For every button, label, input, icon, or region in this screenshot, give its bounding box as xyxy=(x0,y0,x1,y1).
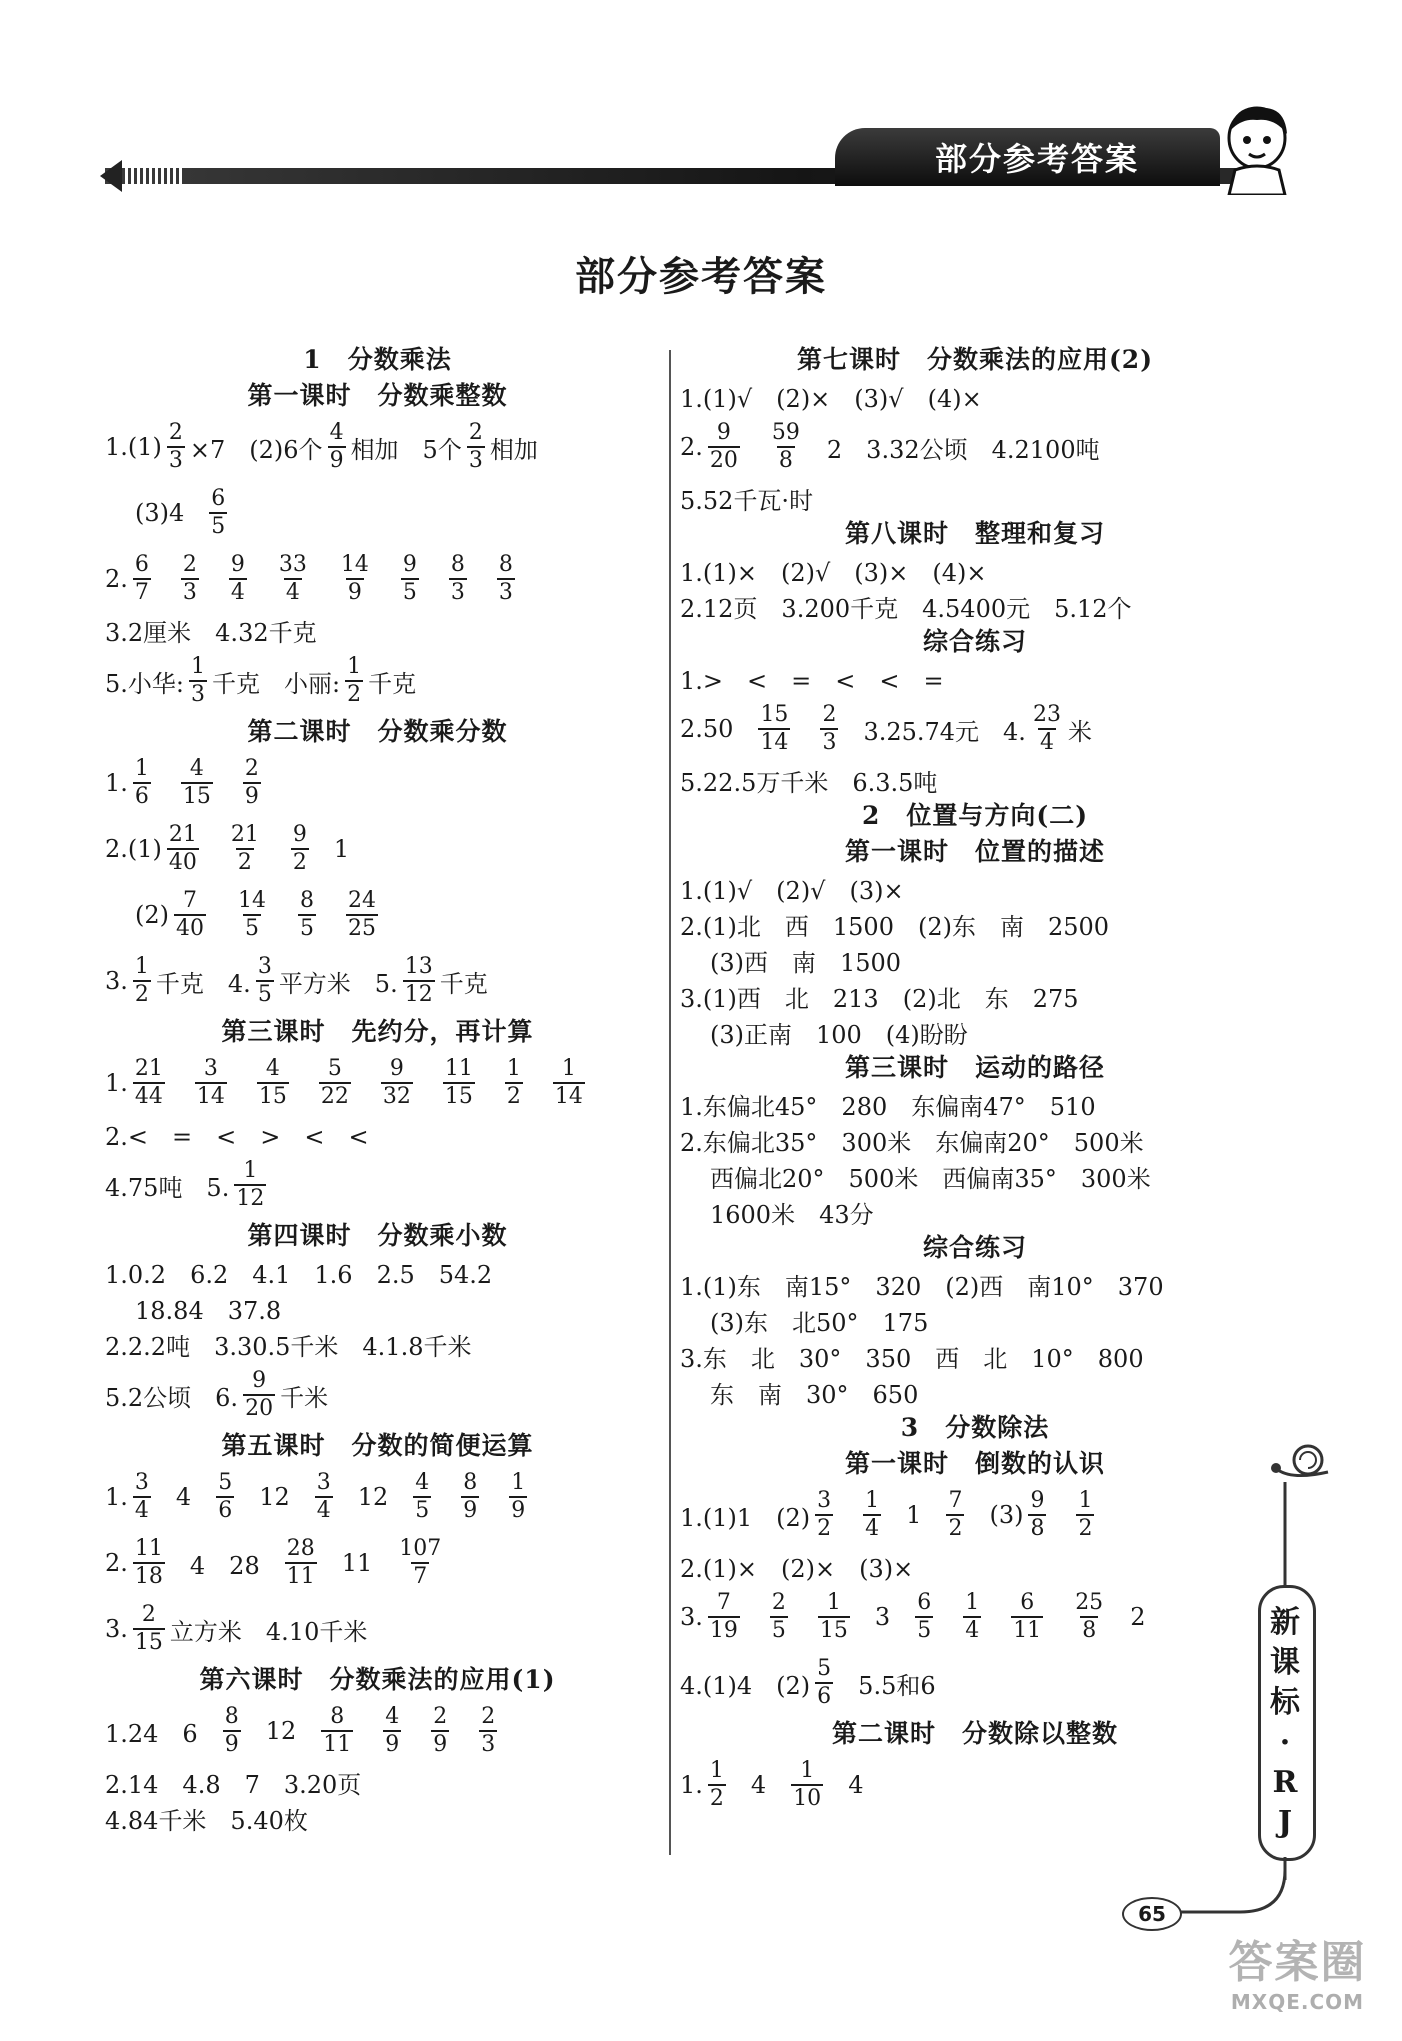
fraction: $\frac{2}{3}$ xyxy=(481,1704,496,1757)
fraction: $\frac{9}{5}$ xyxy=(402,552,417,605)
lesson-heading: 第三课时 先约分，再计算 xyxy=(221,1017,534,1046)
fraction: $\frac{1}{9}$ xyxy=(511,1470,526,1523)
unit-heading: 2 位置与方向(二) xyxy=(861,801,1089,830)
fraction: $\frac{3}{2}$ xyxy=(817,1488,832,1541)
answer-line: 4.(1)4 (2) $\frac{5}{6}$ 5.5和6 xyxy=(680,1656,936,1709)
fraction: $\frac{4}{15}$ xyxy=(182,756,211,809)
edition-tag: 新 课 标 · R J xyxy=(1258,1585,1316,1861)
answer-line: (3)东 北50° 175 xyxy=(710,1308,929,1337)
answer-line: 2.(1) $\frac{21}{40}$ $\frac{21}{2}$ $\frac{9}{2}$ 1 xyxy=(105,822,350,875)
fraction: $\frac{4}{9}$ xyxy=(385,1704,400,1757)
fraction: $\frac{1}{15}$ xyxy=(819,1590,848,1643)
answer-line: 3.2厘米 4.32千克 xyxy=(105,618,317,647)
unit-heading: 3 分数除法 xyxy=(900,1413,1050,1442)
answer-line: 3. $\frac{7}{19}$ $\frac{2}{5}$ $\frac{1}{15}$ 3 $\frac{6}{5}$ $\frac{1}{4}$ $\frac{6}{11}$ $\frac{25}{8}$ 2 xyxy=(680,1590,1146,1643)
fraction: $\frac{1}{2}$ xyxy=(1078,1488,1093,1541)
fraction: $\frac{9}{32}$ xyxy=(382,1056,411,1109)
fraction: $\frac{33}{4}$ xyxy=(278,552,307,605)
fraction: $\frac{8}{11}$ xyxy=(323,1704,352,1757)
answer-line: 2.14 4.8 7 3.20页 xyxy=(105,1770,362,1799)
fraction: $\frac{9}{8}$ xyxy=(1030,1488,1045,1541)
answer-line: (3)正南 100 (4)盼盼 xyxy=(710,1020,968,1049)
answer-line: 3. $\frac{2}{15}$ 立方米 4.10千米 xyxy=(105,1602,368,1655)
arrow-left-icon xyxy=(100,160,122,192)
answer-line: 1. $\frac{1}{6}$ $\frac{4}{15}$ $\frac{2}{9}$ xyxy=(105,756,259,809)
lesson-heading: 第二课时 分数乘分数 xyxy=(247,717,508,746)
lesson-heading: 第八课时 整理和复习 xyxy=(844,519,1105,548)
answer-line: 2.50 $\frac{15}{14}$ $\frac{2}{3}$ 3.25.74元 4. $\frac{23}{4}$ 米 xyxy=(680,702,1092,755)
fraction: $\frac{23}{4}$ xyxy=(1032,702,1061,755)
fraction: $\frac{6}{5}$ xyxy=(917,1590,932,1643)
left-column xyxy=(105,342,650,1836)
fraction: $\frac{8}{9}$ xyxy=(463,1470,478,1523)
fraction: $\frac{5}{6}$ xyxy=(817,1656,832,1709)
answer-line: 1.东偏北45° 280 东偏南47° 510 xyxy=(680,1092,1096,1121)
fraction: $\frac{2}{5}$ xyxy=(771,1590,786,1643)
fraction: $\frac{2}{3}$ xyxy=(822,702,837,755)
answer-line: 1.(1)√ (2)× (3)√ (4)× xyxy=(680,384,982,413)
fraction: $\frac{24}{25}$ xyxy=(348,888,376,941)
fraction: $\frac{3}{4}$ xyxy=(316,1470,331,1523)
answer-line: 5.52千瓦·时 xyxy=(680,486,814,515)
fraction: $\frac{1}{10}$ xyxy=(793,1758,822,1811)
lesson-heading: 综合练习 xyxy=(922,1233,1027,1262)
fraction: $\frac{2}{9}$ xyxy=(433,1704,448,1757)
fraction: $\frac{14}{9}$ xyxy=(340,552,369,605)
fraction: $\frac{15}{14}$ xyxy=(760,702,789,755)
fraction: $\frac{1}{2}$ xyxy=(506,1056,521,1109)
fraction: $\frac{2}{3}$ xyxy=(182,552,197,605)
lesson-heading: 第一课时 位置的描述 xyxy=(844,837,1105,866)
lesson-heading: 第七课时 分数乘法的应用(2) xyxy=(796,345,1154,374)
fraction: $\frac{14}{5}$ xyxy=(238,888,266,941)
fraction: $\frac{9}{2}$ xyxy=(292,822,307,875)
answer-line: 1.0.2 6.2 4.1 1.6 2.5 54.2 xyxy=(105,1260,493,1289)
answer-line: (3)西 南 1500 xyxy=(710,948,902,977)
fraction: $\frac{59}{8}$ xyxy=(771,420,800,473)
fraction: $\frac{2}{15}$ xyxy=(134,1602,163,1655)
lesson-heading: 第一课时 倒数的认识 xyxy=(844,1449,1105,1478)
answer-line: 1.(1)1 (2) $\frac{3}{2}$ $\frac{1}{4}$ 1 $\frac{7}{2}$ (3) $\frac{9}{8}$ $\frac{1}{2}$ xyxy=(680,1488,1093,1541)
answer-line: 2.东偏北35° 300米 东偏南20° 500米 xyxy=(680,1128,1144,1157)
answer-line: 1600米 43分 xyxy=(710,1200,874,1229)
lesson-heading: 综合练习 xyxy=(922,627,1027,656)
answer-line: 3.东 北 30° 350 西 北 10° 800 xyxy=(680,1344,1144,1373)
fraction: $\frac{1}{12}$ xyxy=(236,1158,265,1211)
fraction: $\frac{8}{3}$ xyxy=(450,552,465,605)
answer-line: 2.2.2吨 3.30.5千米 4.1.8千米 xyxy=(105,1332,472,1361)
fraction: $\frac{21}{40}$ xyxy=(168,822,197,875)
vine-line-icon xyxy=(1180,1870,1300,1930)
fraction: $\frac{1}{2}$ xyxy=(134,954,149,1007)
right-column xyxy=(680,342,1270,1818)
fraction: $\frac{1}{4}$ xyxy=(865,1488,880,1541)
fraction: $\frac{13}{12}$ xyxy=(404,954,433,1007)
answer-line: 3. $\frac{1}{2}$ 千克 4. $\frac{3}{5}$ 平方米 5. $\frac{13}{12}$ 千克 xyxy=(105,954,488,1007)
answer-line: 5.小华: $\frac{1}{3}$ 千克 小丽: $\frac{1}{2}$ 千克 xyxy=(105,654,417,707)
answer-line: 5.22.5万千米 6.3.5吨 xyxy=(680,768,938,797)
fraction: $\frac{9}{20}$ xyxy=(709,420,738,473)
fraction: $\frac{3}{4}$ xyxy=(134,1470,149,1523)
answer-line: 1.(1)东 南15° 320 (2)西 南10° 370 xyxy=(680,1272,1164,1301)
header-title: 部分参考答案 xyxy=(935,140,1140,178)
fraction: $\frac{1}{2}$ xyxy=(347,654,362,707)
fraction: $\frac{5}{22}$ xyxy=(320,1056,349,1109)
answer-line: 1. $\frac{21}{44}$ $\frac{3}{14}$ $\frac{4}{15}$ $\frac{5}{22}$ $\frac{9}{32}$ $\frac{11}{15}$ $\frac{1}{2}$ $\frac{1}{14}$ xyxy=(105,1056,583,1109)
answer-line: 18.84 37.8 xyxy=(135,1296,282,1325)
lesson-heading: 第五课时 分数的简便运算 xyxy=(221,1431,534,1460)
answer-line: 1.(1) $\frac{2}{3}$ ×7 (2)6个 $\frac{4}{9}$ 相加 5个 $\frac{2}{3}$ 相加 xyxy=(105,420,538,473)
fraction: $\frac{9}{20}$ xyxy=(245,1368,274,1421)
fraction: $\frac{1}{4}$ xyxy=(965,1590,980,1643)
fraction: $\frac{11}{18}$ xyxy=(134,1536,163,1589)
fraction: $\frac{4}{5}$ xyxy=(415,1470,430,1523)
answer-line: 4.84千米 5.40枚 xyxy=(105,1806,308,1835)
fraction: $\frac{4}{9}$ xyxy=(329,420,344,473)
answer-line: 1. $\frac{3}{4}$ 4 $\frac{5}{6}$ 12 $\frac{3}{4}$ 12 $\frac{4}{5}$ $\frac{8}{9}$ $\frac{1}{9}$ xyxy=(105,1470,526,1523)
fraction: $\frac{9}{4}$ xyxy=(230,552,245,605)
answer-line: 3.(1)西 北 213 (2)北 东 275 xyxy=(680,984,1079,1013)
fraction: $\frac{1}{2}$ xyxy=(709,1758,724,1811)
boy-mascot-icon xyxy=(1215,100,1300,195)
fraction: $\frac{2}{9}$ xyxy=(244,756,259,809)
fraction: $\frac{7}{19}$ xyxy=(709,1590,738,1643)
fraction: $\frac{5}{6}$ xyxy=(218,1470,233,1523)
fraction: $\frac{6}{5}$ xyxy=(211,486,226,539)
fraction: $\frac{21}{44}$ xyxy=(134,1056,163,1109)
fraction: $\frac{8}{3}$ xyxy=(498,552,513,605)
page-number: 65 xyxy=(1122,1897,1182,1931)
fraction: $\frac{7}{40}$ xyxy=(176,888,204,941)
fraction: $\frac{8}{5}$ xyxy=(300,888,314,941)
answer-line: 2.12页 3.200千克 4.5400元 5.12个 xyxy=(680,594,1132,623)
fraction: $\frac{25}{8}$ xyxy=(1075,1590,1104,1643)
answer-line: 西偏北20° 500米 西偏南35° 300米 xyxy=(710,1164,1151,1193)
fraction: $\frac{8}{9}$ xyxy=(224,1704,239,1757)
answer-line: 1. $\frac{1}{2}$ 4 $\frac{1}{10}$ 4 xyxy=(680,1758,864,1811)
answer-line: 2.(1)北 西 1500 (2)东 南 2500 xyxy=(680,912,1110,941)
lesson-heading: 第六课时 分数乘法的应用(1) xyxy=(199,1665,556,1694)
fraction: $\frac{3}{5}$ xyxy=(257,954,272,1007)
answer-line: 2. $\frac{9}{20}$ $\frac{59}{8}$ 2 3.32公顷 4.2100吨 xyxy=(680,420,1100,473)
fraction: $\frac{21}{2}$ xyxy=(230,822,259,875)
fraction: $\frac{7}{2}$ xyxy=(948,1488,963,1541)
fraction: $\frac{107}{7}$ xyxy=(399,1536,442,1589)
answer-line: 2. $\frac{6}{7}$ $\frac{2}{3}$ $\frac{9}{4}$ $\frac{33}{4}$ $\frac{14}{9}$ $\frac{9}{5}$ $\frac{8}{3}$ $\frac{8}{3}$ xyxy=(105,552,513,605)
lesson-heading: 第一课时 分数乘整数 xyxy=(247,381,508,410)
header-ticks xyxy=(125,166,182,186)
fraction: $\frac{4}{15}$ xyxy=(258,1056,287,1109)
column-divider xyxy=(669,350,671,1855)
answer-line: (2) $\frac{7}{40}$ $\frac{14}{5}$ $\frac{8}{5}$ $\frac{24}{25}$ xyxy=(135,888,376,941)
lesson-heading: 第三课时 运动的路径 xyxy=(844,1053,1105,1082)
page-title: 部分参考答案 xyxy=(575,253,827,300)
answer-line: 4.75吨 5. $\frac{1}{12}$ xyxy=(105,1158,265,1211)
answer-line: 2.(1)× (2)× (3)× xyxy=(680,1554,914,1583)
answer-line: (3)4 $\frac{6}{5}$ xyxy=(135,486,226,539)
lesson-heading: 第四课时 分数乘小数 xyxy=(247,1221,508,1250)
fraction: $\frac{11}{15}$ xyxy=(444,1056,473,1109)
fraction: $\frac{6}{11}$ xyxy=(1013,1590,1042,1643)
fraction: $\frac{1}{14}$ xyxy=(554,1056,583,1109)
fraction: $\frac{1}{6}$ xyxy=(134,756,149,809)
answer-line: 5.2公顷 6. $\frac{9}{20}$ 千米 xyxy=(105,1368,329,1421)
unit-heading: 1 分数乘法 xyxy=(303,345,452,374)
fraction: $\frac{28}{11}$ xyxy=(286,1536,315,1589)
fraction: $\frac{2}{3}$ xyxy=(468,420,483,473)
answer-line: 2.< = < > < < xyxy=(105,1122,369,1151)
fraction: $\frac{1}{3}$ xyxy=(190,654,205,707)
fraction: $\frac{3}{14}$ xyxy=(196,1056,225,1109)
watermark-url: MXQE.COM xyxy=(1230,1990,1365,2014)
watermark xyxy=(1200,1935,1395,2035)
fraction: $\frac{2}{3}$ xyxy=(168,420,183,473)
answer-line: 1.24 6 $\frac{8}{9}$ 12 $\frac{8}{11}$ $\frac{4}{9}$ $\frac{2}{9}$ $\frac{2}{3}$ xyxy=(105,1704,496,1757)
fraction: $\frac{6}{7}$ xyxy=(134,552,149,605)
answer-line: 1.> < = < < = xyxy=(680,666,944,695)
watermark-logo-text: 答案圈 xyxy=(1228,1937,1367,1988)
answer-line: 东 南 30° 650 xyxy=(710,1380,919,1409)
answer-line: 2. $\frac{11}{18}$ 4 28 $\frac{28}{11}$ 11 $\frac{107}{7}$ xyxy=(105,1536,442,1589)
answer-line: 1.(1)√ (2)√ (3)× xyxy=(680,876,904,905)
answer-line: 1.(1)× (2)√ (3)× (4)× xyxy=(680,558,987,587)
lesson-heading: 第二课时 分数除以整数 xyxy=(831,1719,1118,1748)
